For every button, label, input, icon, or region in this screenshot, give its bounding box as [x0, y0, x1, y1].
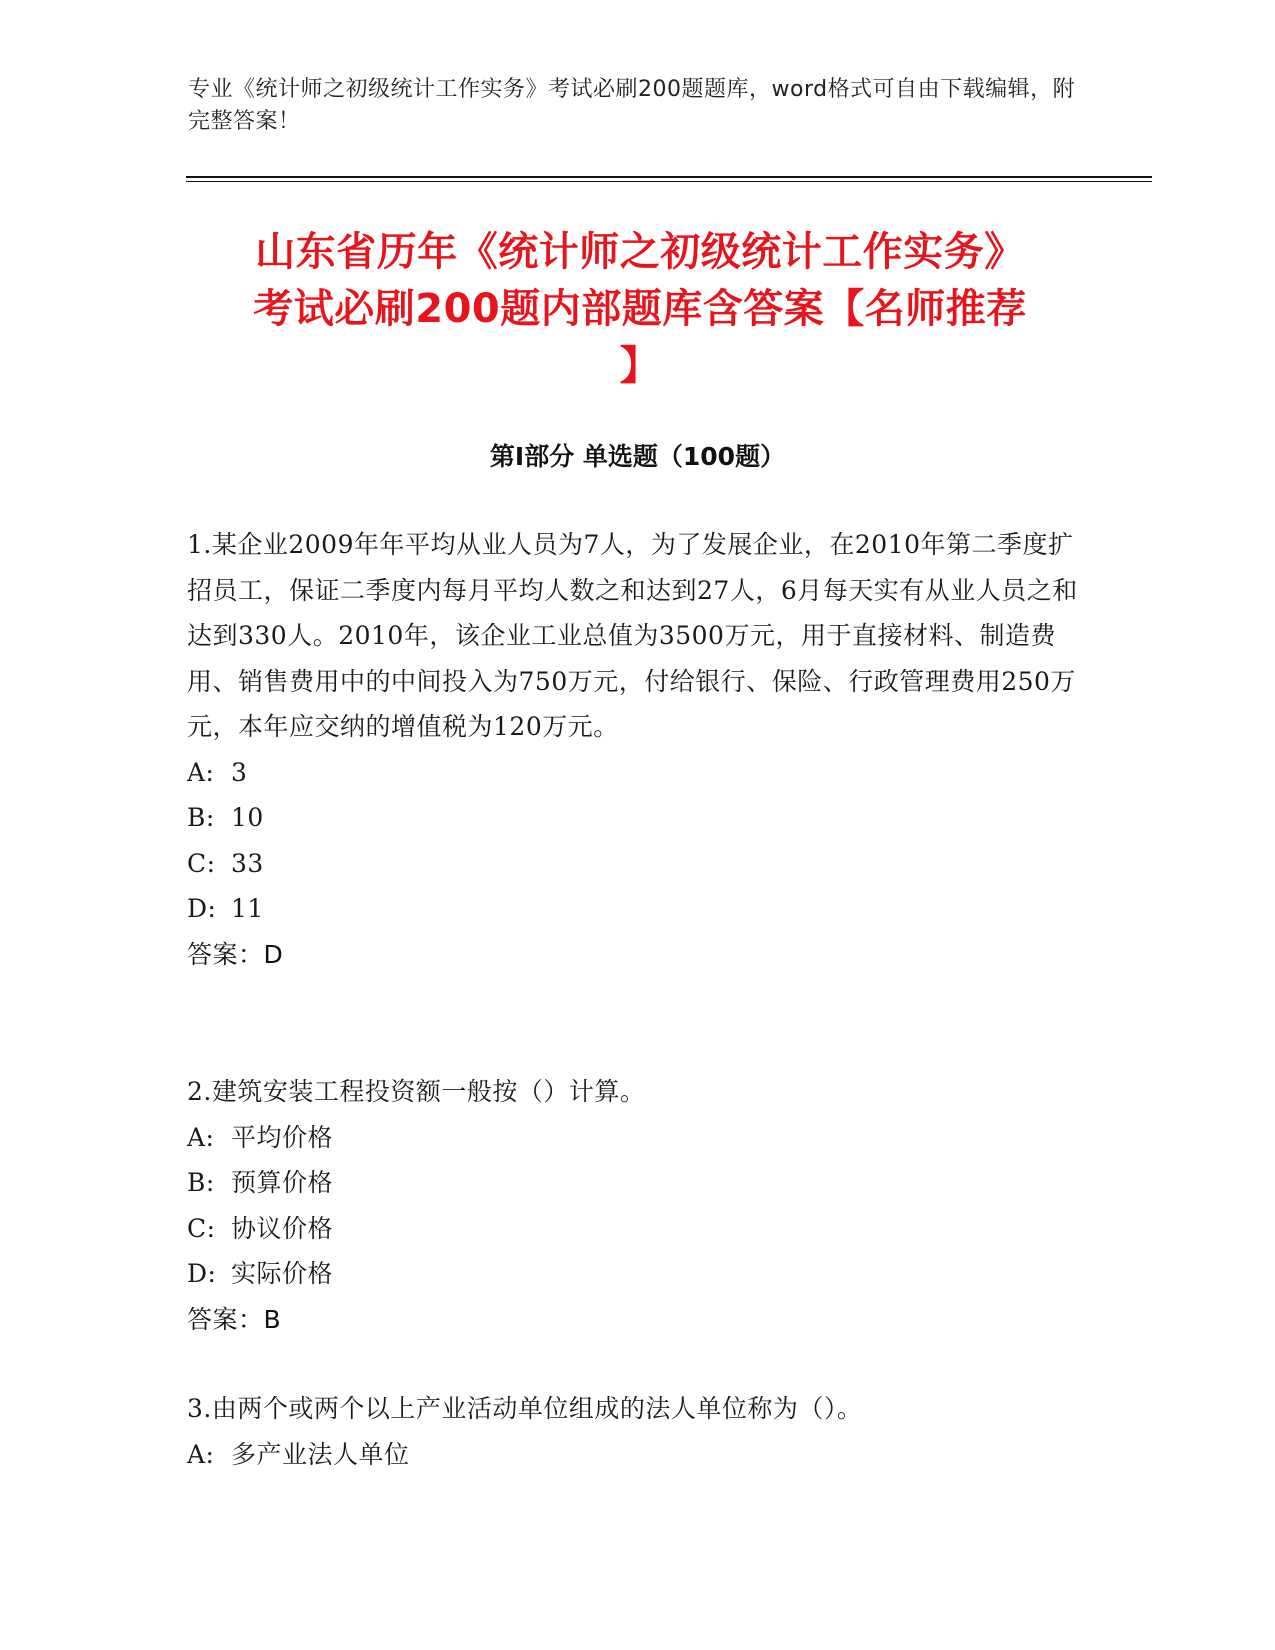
- question-option-d: [187, 1251, 1087, 1297]
- section-title: 第I部分 单选题（100题）: [489, 442, 786, 471]
- option-key: B:: [187, 803, 215, 832]
- option-key: A:: [187, 1439, 215, 1469]
- document-title-line-3: 】: [619, 343, 661, 389]
- question-option-a: [187, 750, 1087, 796]
- document-title-line-1: 山东省历年《统计师之初级统计工作实务》: [255, 229, 1025, 275]
- option-text: 11: [231, 894, 264, 923]
- question-3: [187, 1386, 1087, 1477]
- question-option-c: [187, 1206, 1087, 1252]
- option-text: 33: [231, 848, 264, 878]
- option-key: C:: [187, 1213, 216, 1243]
- document-title: [190, 224, 1090, 395]
- question-option-b: [187, 1160, 1087, 1206]
- option-key: D:: [187, 1259, 217, 1288]
- option-text: 协议价格: [231, 1213, 334, 1243]
- header-note: 专业《统计师之初级统计工作实务》考试必刷200题题库，word格式可自由下载编辑，附完整答案！: [188, 77, 1076, 134]
- question-1: [187, 522, 1087, 977]
- option-key: D:: [187, 894, 217, 923]
- option-text: 实际价格: [231, 1259, 334, 1288]
- header-divider-thick: [186, 176, 1152, 178]
- question-stem: 3.由两个或两个以上产业活动单位组成的法人单位称为（）。: [187, 1394, 863, 1423]
- question-2: [187, 1069, 1087, 1342]
- option-text: 预算价格: [231, 1168, 334, 1197]
- option-key: A:: [187, 757, 215, 787]
- option-key: B:: [187, 1168, 215, 1197]
- question-stem: 2.建筑安装工程投资额一般按（）计算。: [187, 1077, 646, 1106]
- question-option-a: [187, 1432, 1087, 1478]
- question-option-b: [187, 795, 1087, 841]
- question-option-c: [187, 841, 1087, 887]
- question-answer: 答案：B: [187, 1304, 282, 1334]
- option-key: A:: [187, 1122, 215, 1152]
- option-text: 10: [231, 803, 264, 832]
- option-text: 多产业法人单位: [231, 1439, 410, 1469]
- question-answer: 答案：D: [187, 939, 284, 969]
- question-option-a: [187, 1115, 1087, 1161]
- question-option-d: [187, 886, 1087, 932]
- document-title-line-2: 考试必刷200题内部题库含答案【名师推荐: [253, 286, 1027, 332]
- option-key: C:: [187, 848, 216, 878]
- option-text: 平均价格: [231, 1122, 334, 1152]
- option-text: 3: [231, 757, 248, 787]
- question-stem: 1.某企业2009年年平均从业人员为7人，为了发展企业，在2010年第二季度扩招员工，保证二季度内每月平均人数之和达到27人，6月每天实有从业人员之和达到330人。2010年，该企业工业总值为3500万元，用于直接材料、制造费用、销售费用中的中间投入为750万元，付给银行、保险、行政管理费用250万元，本年应交纳的增值税为120万元。: [187, 530, 1078, 741]
- header-divider-thin: [186, 181, 1152, 182]
